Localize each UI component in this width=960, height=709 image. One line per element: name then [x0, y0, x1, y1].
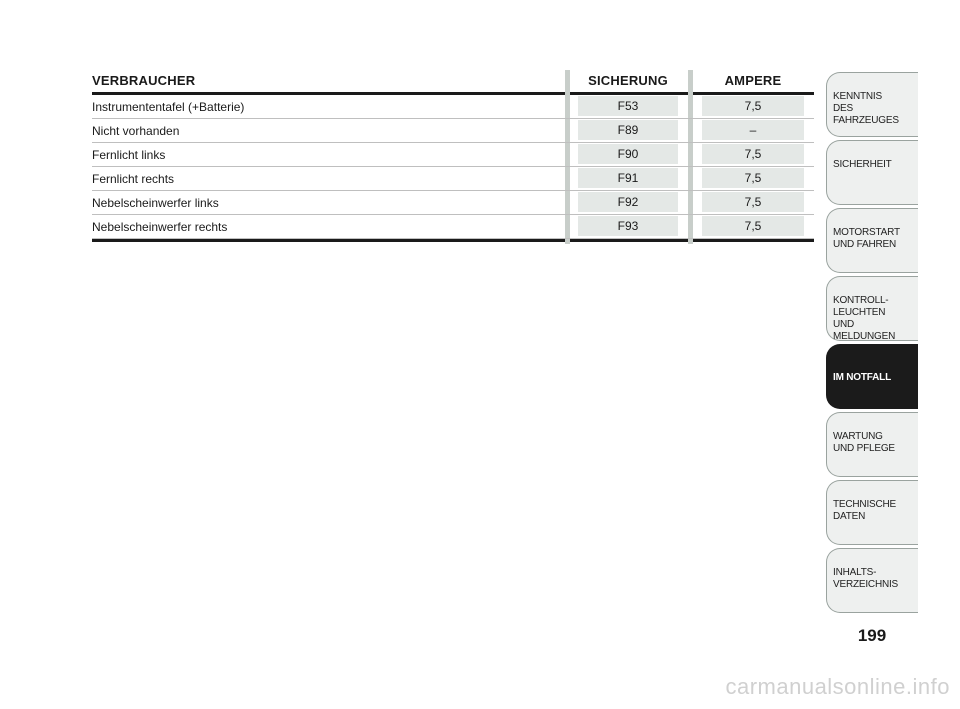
- row-fuse: F90: [578, 144, 678, 164]
- row-ampere: 7,5: [702, 192, 804, 212]
- row-ampere: 7,5: [702, 144, 804, 164]
- table-bottom-rule: [92, 239, 814, 242]
- row-fuse: F92: [578, 192, 678, 212]
- row-consumer: Instrumententafel (+Batterie): [92, 100, 245, 114]
- tab-inhaltsverzeichnis[interactable]: INHALTS- VERZEICHNIS: [826, 548, 918, 613]
- row-consumer: Fernlicht rechts: [92, 172, 175, 186]
- row-consumer: Fernlicht links: [92, 148, 166, 162]
- row-ampere: 7,5: [702, 96, 804, 116]
- row-fuse: F91: [578, 168, 678, 188]
- table-row: [92, 167, 814, 191]
- watermark: carmanualsonline.info: [725, 674, 950, 699]
- row-consumer: Nebelscheinwerfer rechts: [92, 220, 228, 234]
- table-row: [92, 215, 814, 239]
- row-ampere: –: [702, 120, 804, 140]
- tab-im-notfall[interactable]: IM NOTFALL: [826, 344, 918, 409]
- tab-kenntnis-des-fahrzeuges[interactable]: KENNTNIS DES FAHRZEUGES: [826, 72, 918, 137]
- table-header: [92, 68, 814, 92]
- table-row: [92, 95, 814, 119]
- header-consumer: VERBRAUCHER: [92, 73, 196, 88]
- row-fuse: F53: [578, 96, 678, 116]
- header-ampere: AMPERE: [724, 73, 782, 88]
- header-fuse: SICHERUNG: [588, 73, 668, 88]
- tab-sicherheit[interactable]: SICHERHEIT: [826, 140, 918, 205]
- page-number: 199: [857, 626, 887, 645]
- row-fuse: F93: [578, 216, 678, 236]
- tab-technische-daten[interactable]: TECHNISCHE DATEN: [826, 480, 918, 545]
- table-row: [92, 191, 814, 215]
- table-row: [92, 119, 814, 143]
- row-ampere: 7,5: [702, 216, 804, 236]
- tab-kontrollleuchten-und-meldungen[interactable]: KONTROLL- LEUCHTEN UND MELDUNGEN: [826, 276, 918, 341]
- chapter-tabs: [826, 72, 918, 616]
- tab-motorstart-und-fahren[interactable]: MOTORSTART UND FAHREN: [826, 208, 918, 273]
- fuse-table: [92, 68, 814, 242]
- tab-wartung-und-pflege[interactable]: WARTUNG UND PFLEGE: [826, 412, 918, 477]
- table-row: [92, 143, 814, 167]
- row-fuse: F89: [578, 120, 678, 140]
- row-ampere: 7,5: [702, 168, 804, 188]
- row-consumer: Nebelscheinwerfer links: [92, 196, 219, 210]
- row-consumer: Nicht vorhanden: [92, 124, 180, 138]
